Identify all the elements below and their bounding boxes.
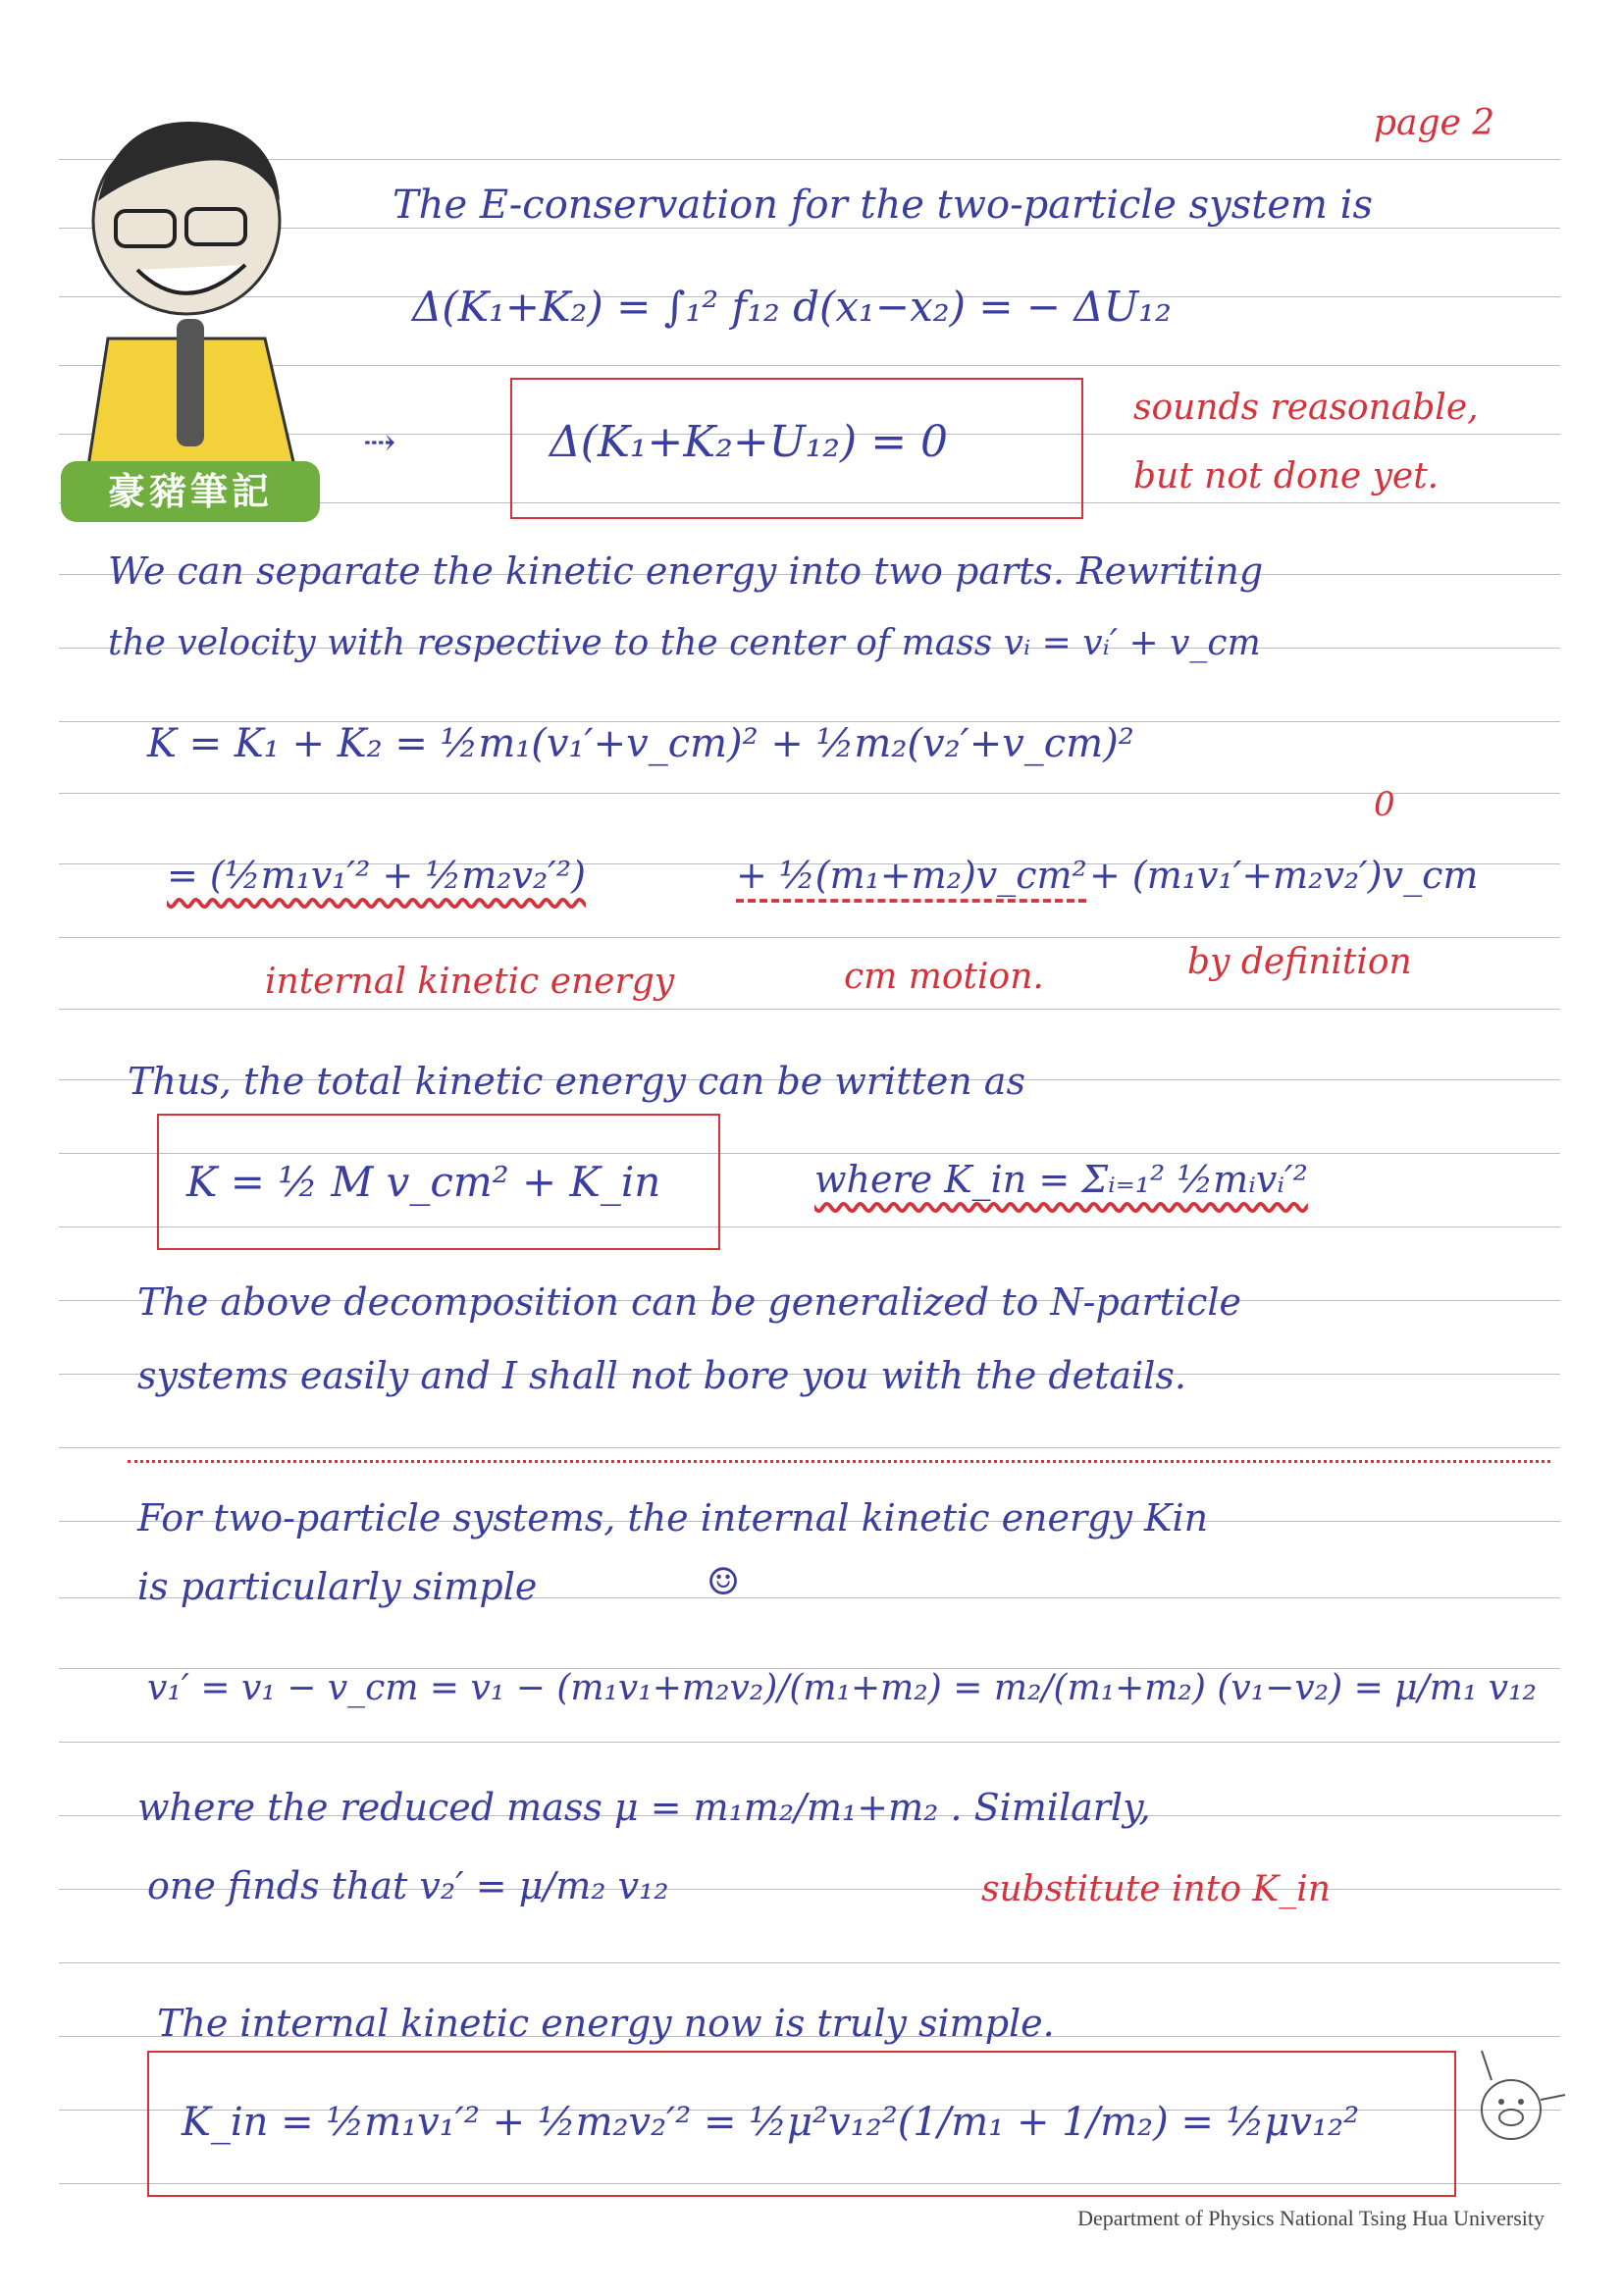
red-wavy-divider [128,1442,1550,1463]
label-internal-kinetic-energy: internal kinetic energy [265,962,675,1002]
arrow-icon: ⇢ [363,420,396,465]
line-19-equation: K_in = ½m₁v₁′² + ½m₂v₂′² = ½μ²v₁₂²(1/m₁ + 1/m₂) = ½μv₁₂² [182,2100,1360,2145]
note-not-done: but not done yet. [1133,456,1440,496]
line-15-equation: v₁′ = v₁ − v_cm = v₁ − (m₁v₁+m₂v₂)/(m₁+m₂) = m₂/(m₁+m₂) (v₁−v₂) = μ/m₁ v₁₂ [147,1668,1537,1708]
label-by-definition: by definition [1187,942,1412,982]
logo-badge: 豪豬筆記 [61,461,320,522]
line-13: For two-particle systems, the internal kinetic energy Kin [137,1496,1209,1539]
note-substitute: substitute into K_in [981,1869,1331,1909]
zero-label: 0 [1374,785,1395,824]
smiley-face-icon: ☺ [707,1560,741,1603]
line-7-cross-term: + (m₁v₁′+m₂v₂′)v_cm [1089,854,1479,897]
line-16: where the reduced mass μ = m₁m₂/m₁+m₂ . Similarly, [137,1786,1151,1829]
footer-credit: Department of Physics National Tsing Hua University [1077,2206,1544,2230]
line-4: We can separate the kinetic energy into two parts. Rewriting [108,549,1264,593]
line-10-where: where K_in = Σᵢ₌₁² ½mᵢvᵢ′² [814,1158,1308,1201]
note-sounds-reasonable: sounds reasonable, [1133,388,1479,428]
cartoon-author-portrait [59,93,334,466]
line-12: systems easily and I shall not bore you with the details. [137,1354,1186,1397]
line-2-equation: Δ(K₁+K₂) = ∫₁² f₁₂ d(x₁−x₂) = − ΔU₁₂ [412,283,1172,331]
label-cm-motion: cm motion. [844,957,1044,997]
line-5: the velocity with respective to the center of mass vᵢ = vᵢ′ + v_cm [108,623,1261,663]
pig-face-doodle-icon [1462,2041,1570,2159]
line-1: The E-conservation for the two-particle system is [393,183,1373,228]
line-10-equation: K = ½ M v_cm² + K_in [186,1158,661,1206]
line-3-equation: Δ(K₁+K₂+U₁₂) = 0 [550,417,949,467]
line-7-internal-term: = (½m₁v₁′² + ½m₂v₂′²) [167,854,586,897]
line-9: Thus, the total kinetic energy can be written as [128,1060,1025,1103]
line-18: The internal kinetic energy now is truly simple. [157,2002,1055,2045]
line-7-cm-term: + ½(m₁+m₂)v_cm² [736,854,1087,897]
line-11: The above decomposition can be generalized to N-particle [137,1280,1242,1324]
line-17: one finds that v₂′ = μ/m₂ v₁₂ [147,1864,669,1907]
line-6-equation: K = K₁ + K₂ = ½m₁(v₁′+v_cm)² + ½m₂(v₂′+v_cm)² [147,721,1134,766]
page-label: page 2 [1374,103,1495,143]
line-14: is particularly simple [137,1565,538,1608]
